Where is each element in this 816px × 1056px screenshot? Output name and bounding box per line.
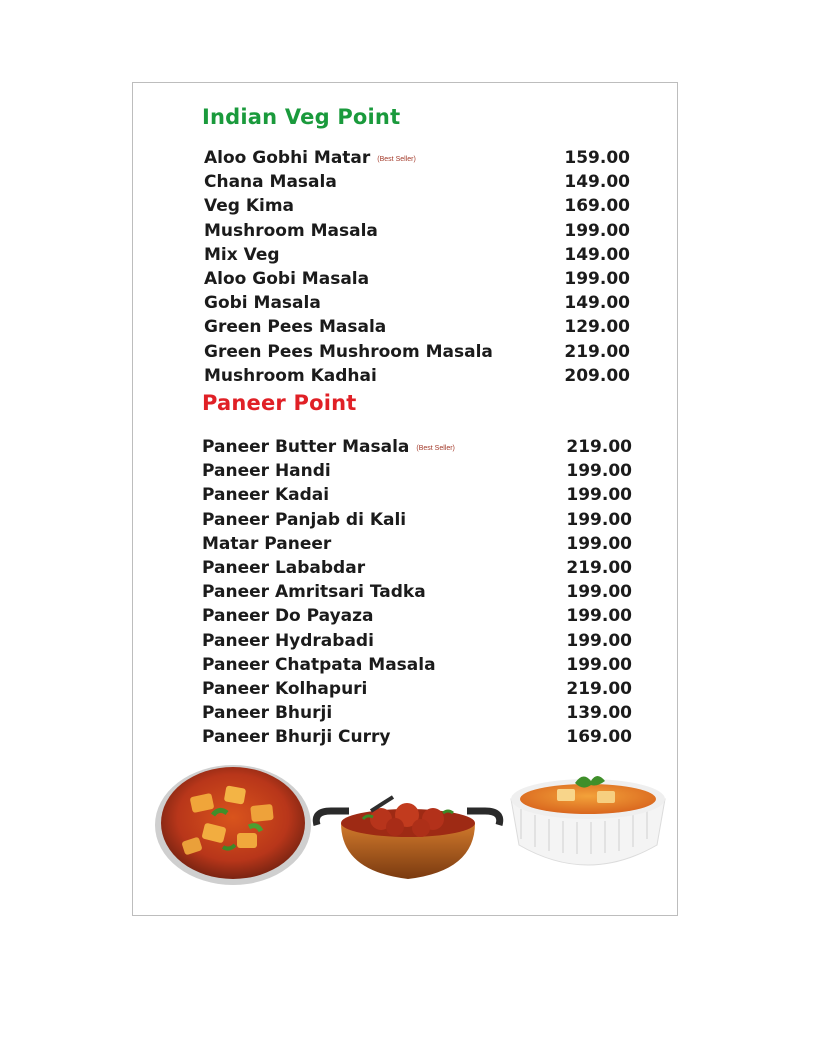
item-name: Paneer Do Payaza <box>202 606 374 627</box>
item-name: Paneer Bhurji Curry <box>202 727 391 748</box>
menu-item <box>204 291 634 315</box>
item-name: Aloo Gobhi Matar <box>204 148 371 169</box>
item-price: 199.00 <box>564 220 630 241</box>
menu-item <box>202 556 634 580</box>
menu-item <box>202 435 634 459</box>
paneer-curry-plate-image <box>153 755 313 887</box>
item-name: Paneer Handi <box>202 461 331 482</box>
menu-item <box>202 725 634 749</box>
item-name: Paneer Lababdar <box>202 558 366 579</box>
item-name: Paneer Kolhapuri <box>202 678 368 699</box>
menu-item <box>202 677 634 701</box>
menu-page <box>132 82 678 916</box>
item-price: 169.00 <box>566 727 632 748</box>
item-name: Paneer Hydrabadi <box>202 630 374 651</box>
item-price: 219.00 <box>564 341 630 362</box>
menu-item <box>202 701 634 725</box>
paneer-menu-list <box>202 435 634 749</box>
item-name: Paneer Butter Masala <box>202 437 410 458</box>
menu-item <box>202 532 634 556</box>
item-price: 199.00 <box>566 654 632 675</box>
item-price: 149.00 <box>564 244 630 265</box>
menu-item <box>204 243 634 267</box>
item-price: 159.00 <box>564 148 630 169</box>
item-name: Mushroom Masala <box>204 220 378 241</box>
best-seller-badge: (Best Seller) <box>416 444 455 452</box>
item-name: Gobi Masala <box>204 293 321 314</box>
item-price: 219.00 <box>566 558 632 579</box>
menu-item <box>204 146 634 170</box>
item-price: 199.00 <box>566 485 632 506</box>
item-price: 209.00 <box>564 365 630 386</box>
veg-section-title: Indian Veg Point <box>202 105 401 129</box>
item-name: Paneer Bhurji <box>202 703 333 724</box>
menu-item <box>204 315 634 339</box>
item-price: 139.00 <box>566 703 632 724</box>
menu-item <box>204 219 634 243</box>
menu-item <box>202 483 634 507</box>
item-price: 129.00 <box>564 317 630 338</box>
menu-item <box>204 364 634 388</box>
item-price: 199.00 <box>566 509 632 530</box>
item-price: 199.00 <box>566 606 632 627</box>
item-name: Chana Masala <box>204 172 337 193</box>
menu-item <box>204 170 634 194</box>
menu-item <box>202 459 634 483</box>
item-price: 219.00 <box>566 678 632 699</box>
best-seller-badge: (Best Seller) <box>377 155 416 163</box>
item-name: Paneer Amritsari Tadka <box>202 582 426 603</box>
item-name: Paneer Panjab di Kali <box>202 509 407 530</box>
item-name: Mushroom Kadhai <box>204 365 377 386</box>
paneer-bowl-image <box>505 769 671 879</box>
menu-item <box>202 508 634 532</box>
menu-item <box>202 629 634 653</box>
item-name: Green Pees Mushroom Masala <box>204 341 493 362</box>
item-name: Matar Paneer <box>202 533 332 554</box>
menu-item <box>202 653 634 677</box>
item-price: 219.00 <box>566 437 632 458</box>
item-name: Paneer Chatpata Masala <box>202 654 436 675</box>
menu-item <box>204 340 634 364</box>
item-name: Paneer Kadai <box>202 485 330 506</box>
item-price: 169.00 <box>564 196 630 217</box>
item-name: Aloo Gobi Masala <box>204 269 370 290</box>
item-name: Green Pees Masala <box>204 317 387 338</box>
paneer-section-title: Paneer Point <box>202 391 357 415</box>
item-price: 199.00 <box>566 630 632 651</box>
menu-item <box>202 580 634 604</box>
menu-item <box>204 194 634 218</box>
veg-menu-list <box>204 146 634 388</box>
item-price: 149.00 <box>564 172 630 193</box>
item-name: Veg Kima <box>204 196 295 217</box>
item-name: Mix Veg <box>204 244 280 265</box>
item-price: 199.00 <box>566 582 632 603</box>
menu-item <box>204 267 634 291</box>
kadai-curry-image <box>311 789 505 889</box>
item-price: 199.00 <box>566 461 632 482</box>
item-price: 149.00 <box>564 293 630 314</box>
item-price: 199.00 <box>566 533 632 554</box>
menu-item <box>202 604 634 628</box>
item-price: 199.00 <box>564 269 630 290</box>
